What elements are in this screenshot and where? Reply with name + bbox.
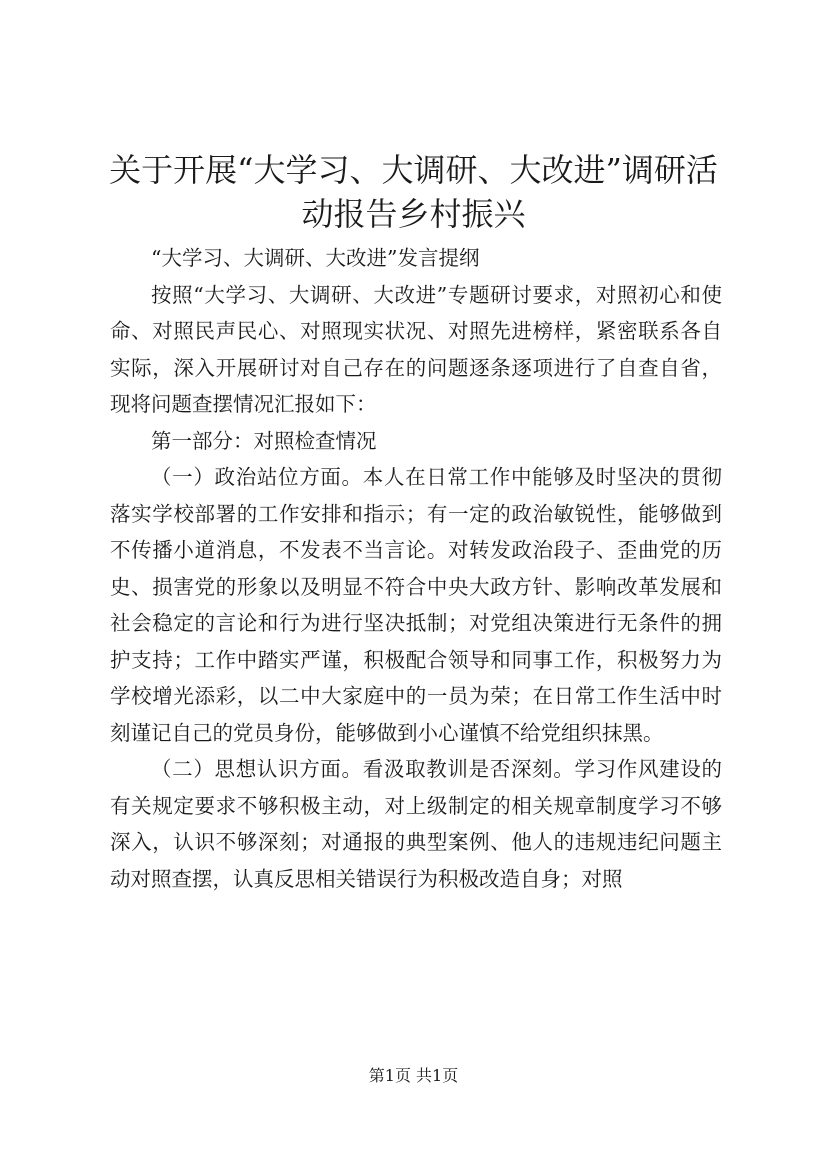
paragraph-outline-heading: “大学习、大调研、大改进”发言提纲: [151, 246, 480, 270]
paragraph-section-heading: 第一部分：对照检查情况: [151, 428, 377, 453]
paragraph-intro: 按照“大学习、大调研、大改进”专题研讨要求，对照初心和使命、对照民声民心、对照现实状况、对照先进榜样，紧密联系各自实际，深入开展研讨对自己存在的问题逐条逐项进行了自查自省，现将问题查摆情况汇报如下：: [110, 282, 722, 416]
document-body: [110, 240, 722, 897]
document-title: 关于开展“大学习、大调研、大改进”调研活动报告乡村振兴: [109, 151, 718, 233]
paragraph-ideological-awareness: （二）思想认识方面。看汲取教训是否深刻。学习作风建设的有关规定要求不够积极主动，对上级制定的相关规章制度学习不够深入，认识不够深刻；对通报的典型案例、他人的违规违纪问题主动对照查摆，认真反思相关错误行为积极改造自身；对照: [110, 757, 722, 891]
paragraph-political-stance: （一）政治站位方面。本人在日常工作中能够及时坚决的贯彻落实学校部署的工作安排和指示；有一定的政治敏锐性，能够做到不传播小道消息，不发表不当言论。对转发政治段子、歪曲党的历史、损害党的形象以及明显不符合中央大政方针、影响改革发展和社会稳定的言论和行为进行坚决抵制；对党组决策进行无条件的拥护支持；工作中踏实严谨，积极配合领导和同事工作，积极努力为学校增光添彩，以二中大家庭中的一员为荣；在日常工作生活中时刻谨记自己的党员身份，能够做到小心谨慎不给党组织抹黑。: [110, 465, 722, 745]
page-footer: 第1页 共1页: [368, 1066, 459, 1085]
